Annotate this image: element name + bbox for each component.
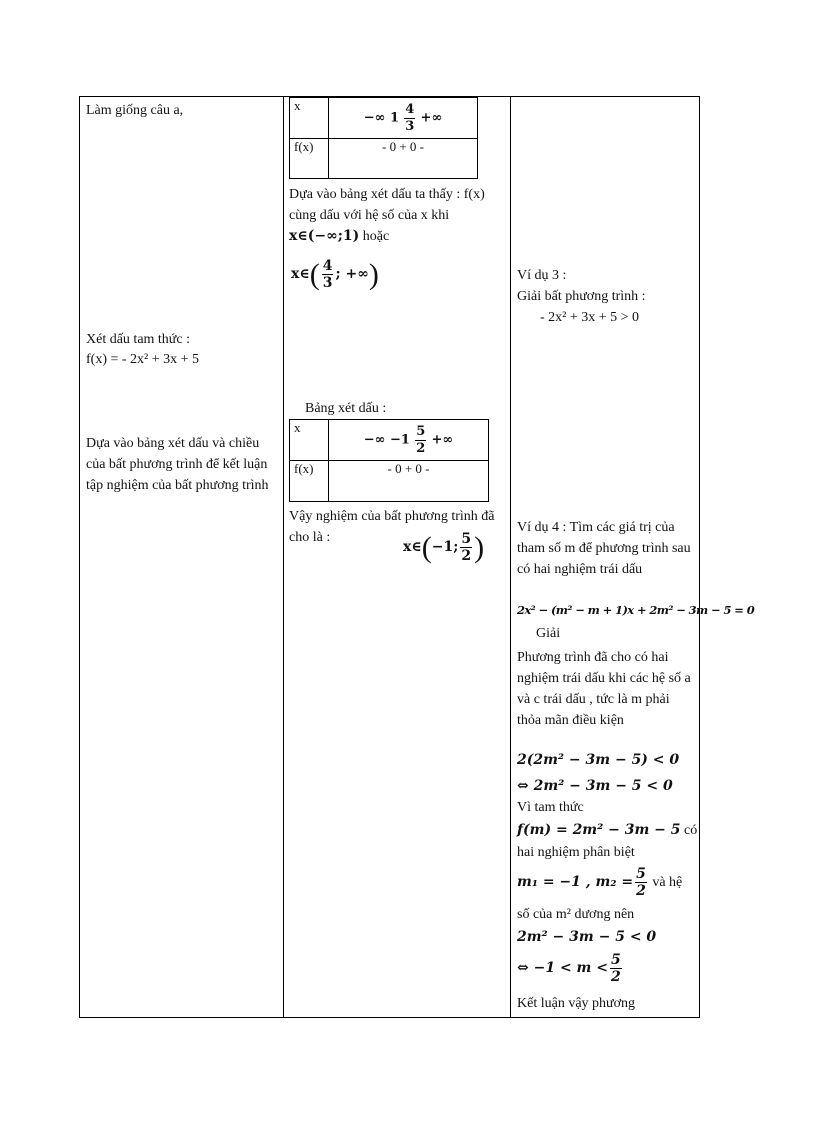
math-line-3-text: f(m) = 2m² − 3m − 5	[517, 822, 681, 838]
m4-fraction	[635, 866, 647, 899]
t1-frac-den: 3	[405, 118, 415, 134]
col1-line3: f(x) = - 2x² + 3x + 5	[86, 352, 200, 367]
m4-text: m₁ = −1 , m₂ =	[517, 874, 634, 890]
col1-line2: Xét dấu tam thức :	[86, 332, 191, 347]
math-line-5-text: 2m² − 3m − 5 < 0	[517, 929, 657, 945]
col2-text1-body: Dựa vào bảng xét dấu ta thấy : f(x) cùng dấu với hệ số của x khi	[289, 187, 485, 223]
col2-solution: x∈(−1; $\frac{5}{2}$ )	[403, 530, 485, 565]
co-label: có	[684, 823, 698, 838]
sol-fraction	[460, 531, 472, 564]
t1-x-values: −∞ 1	[363, 109, 399, 125]
table2-title: Bảng xét dấu :	[305, 401, 387, 416]
math-line-3	[517, 820, 697, 841]
vd3-inequality: - 2x² + 3x + 5 > 0	[540, 310, 640, 325]
sign-table-1	[289, 97, 478, 179]
m6-text: ⇔ −1 < m <	[517, 960, 608, 976]
sol-pre: x∈	[403, 539, 422, 555]
cond2-fraction	[322, 258, 334, 291]
math-line-6	[517, 950, 624, 987]
sol-mid: −1;	[431, 539, 459, 555]
t2-x-values: −∞ −1	[363, 431, 410, 447]
math-line-4	[517, 864, 682, 901]
col1-line4: Dựa vào bảng xét dấu và chiều của bất phương trình để kết luận tập nghiệm của bất phương trình	[86, 436, 269, 493]
col2-text1	[289, 184, 505, 247]
sol-den: 2	[461, 548, 472, 565]
t1-f-label: f(x)	[290, 139, 329, 179]
m6-fraction	[610, 952, 622, 985]
t2-x-row	[329, 420, 489, 461]
t2-x-end: +∞	[431, 431, 454, 447]
math-line-5	[517, 927, 656, 948]
col2-cond2: x∈( $\frac{4}{3}$ ; +∞)	[291, 257, 379, 292]
t2-frac-num: 5	[416, 423, 426, 439]
t2-frac-den: 2	[416, 440, 426, 456]
m4-den: 2	[636, 883, 646, 900]
sign-table-2	[289, 419, 489, 502]
t1-f-row: - 0 + 0 -	[329, 139, 478, 179]
sol-num: 5	[461, 531, 472, 548]
column-divider-1	[283, 97, 284, 1017]
t2-f-label: f(x)	[290, 461, 329, 502]
m6-den: 2	[610, 969, 621, 986]
column-divider-2	[510, 97, 511, 1017]
vd4-p4: số của m² dương nên	[517, 907, 635, 922]
t1-frac-num: 4	[405, 101, 415, 117]
t2-x-label: x	[290, 420, 329, 461]
t2-f-row: - 0 + 0 -	[329, 461, 489, 502]
m4-num: 5	[636, 866, 646, 883]
vd3-line: Giải bất phương trình :	[517, 289, 646, 304]
t1-x-fraction	[404, 102, 415, 135]
m4-tail: và hệ	[652, 875, 683, 890]
vd3-title: Ví dụ 3 :	[517, 268, 567, 283]
vd4-equation	[517, 600, 754, 621]
t1-x-row	[329, 98, 478, 139]
vd4-p2: Vì tam thức	[517, 800, 584, 815]
col2-cond1: x∈(−∞;1)	[289, 228, 360, 244]
math-line-2-text: ⇔ 2m² − 3m − 5 < 0	[517, 778, 673, 794]
col1-line1: Làm giống câu a,	[86, 103, 184, 118]
t2-x-fraction	[415, 424, 426, 457]
cond2-num: 4	[322, 258, 333, 275]
col2-text2-body: Vậy nghiệm của bất phương trình đã cho là :	[289, 509, 495, 545]
t1-x-label: x	[290, 98, 329, 139]
vd4-p3: hai nghiệm phân biệt	[517, 845, 635, 860]
col2-or: hoặc	[362, 229, 390, 244]
math-line-1	[517, 750, 679, 771]
vd4-eq-text: 2x² − (m² − m + 1)x + 2m² − 3m − 5 = 0	[517, 603, 755, 617]
vd4-p1: Phương trình đã cho có hai nghiệm trái dấu khi các hệ số a và c trái dấu , tức là m phải thỏa mãn điều kiện	[517, 650, 691, 728]
giai-label: Giải	[536, 626, 561, 641]
math-line-1-text: 2(2m² − 3m − 5) < 0	[517, 752, 680, 768]
cond2-post: ; +∞	[335, 266, 369, 282]
cond2-den: 3	[322, 275, 333, 292]
cond2-pre: x∈	[291, 266, 310, 282]
vd4-p5: Kết luận vậy phương	[517, 996, 636, 1011]
vd4-text: Ví dụ 4 : Tìm các giá trị của tham số m để phương trình sau có hai nghiệm trái dấu	[517, 520, 691, 577]
math-line-2	[517, 776, 673, 797]
m6-num: 5	[610, 952, 621, 969]
t1-x-end: +∞	[420, 109, 443, 125]
